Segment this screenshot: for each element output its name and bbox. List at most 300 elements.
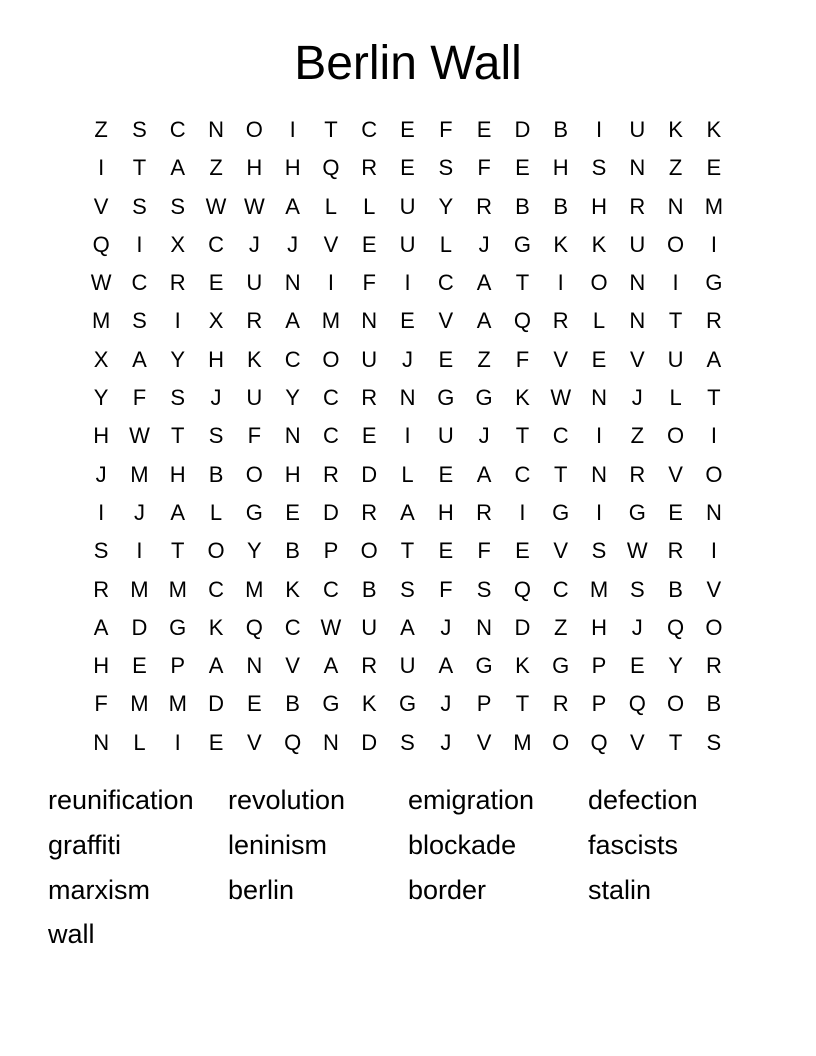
grid-letter: R bbox=[552, 691, 569, 717]
word-list-item: reunification bbox=[48, 785, 194, 815]
grid-letter: O bbox=[705, 614, 723, 640]
grid-letter: B bbox=[285, 538, 300, 564]
grid-letter: R bbox=[552, 308, 569, 334]
grid-letter: T bbox=[171, 423, 185, 449]
grid-letter: X bbox=[208, 308, 224, 334]
grid-letter: O bbox=[245, 117, 263, 142]
grid-letter: M bbox=[130, 576, 149, 602]
grid-letter: A bbox=[208, 653, 224, 679]
grid-letter: G bbox=[322, 691, 340, 717]
grid-letter: N bbox=[705, 499, 722, 525]
grid-letter: P bbox=[170, 653, 186, 679]
grid-letter: M bbox=[704, 193, 724, 219]
grid-letter: B bbox=[208, 461, 224, 487]
grid-letter: R bbox=[629, 193, 646, 219]
grid-letter: N bbox=[284, 423, 301, 449]
grid-letter: M bbox=[589, 576, 609, 602]
grid-letter: E bbox=[476, 117, 492, 142]
grid-letter: R bbox=[629, 461, 646, 487]
grid-letter: Z bbox=[209, 155, 223, 181]
grid-letter: J bbox=[402, 346, 414, 372]
grid-letter: C bbox=[322, 385, 339, 411]
grid-letter: T bbox=[171, 538, 185, 564]
grid-letter: S bbox=[400, 576, 415, 602]
grid-letter: K bbox=[515, 385, 530, 411]
grid-letter: K bbox=[246, 346, 262, 372]
grid-letter: E bbox=[208, 729, 224, 755]
grid-letter: Q bbox=[284, 729, 302, 755]
grid-letter: J bbox=[248, 231, 260, 257]
grid-letter: G bbox=[437, 385, 455, 411]
grid-letter: N bbox=[629, 270, 646, 296]
grid-letter: R bbox=[667, 538, 684, 564]
grid-letter: D bbox=[514, 117, 531, 142]
grid-letter: W bbox=[90, 270, 112, 296]
grid-letter: C bbox=[552, 423, 569, 449]
grid-letter: O bbox=[245, 461, 263, 487]
grid-letter: O bbox=[667, 231, 685, 257]
grid-letter: R bbox=[705, 308, 722, 334]
grid-letter: J bbox=[631, 614, 643, 640]
grid-letter: I bbox=[404, 270, 411, 296]
grid-letter: B bbox=[361, 576, 377, 602]
grid-letter: P bbox=[591, 653, 607, 679]
grid-letter: I bbox=[595, 499, 603, 525]
word-list-item: leninism bbox=[228, 829, 328, 860]
grid-letter: Z bbox=[630, 423, 645, 449]
grid-letter: I bbox=[289, 117, 296, 142]
grid-letter: O bbox=[667, 691, 685, 717]
grid-letter: F bbox=[362, 270, 376, 296]
grid-letter: N bbox=[476, 614, 493, 640]
grid-letter: H bbox=[93, 653, 110, 679]
grid-letter: K bbox=[706, 117, 722, 142]
grid-letter: R bbox=[322, 461, 339, 487]
grid-letter: E bbox=[438, 346, 454, 372]
grid-letter: W bbox=[550, 385, 572, 411]
grid-letter: S bbox=[438, 155, 454, 181]
grid-letter: T bbox=[515, 691, 530, 717]
grid-letter: V bbox=[93, 193, 109, 219]
grid-letter: J bbox=[631, 385, 643, 411]
grid-letter: N bbox=[208, 117, 224, 142]
word-list-item: marxism bbox=[48, 874, 150, 905]
grid-letter: K bbox=[208, 614, 224, 640]
grid-letter: U bbox=[437, 423, 454, 449]
grid-letter: P bbox=[591, 691, 607, 717]
grid-letter: C bbox=[169, 117, 186, 142]
grid-letter: I bbox=[98, 155, 105, 181]
grid-letter: A bbox=[170, 499, 186, 525]
grid-letter: X bbox=[93, 346, 109, 372]
grid-letter: Y bbox=[668, 653, 683, 679]
grid-letter: R bbox=[361, 155, 378, 181]
grid-letter: J bbox=[133, 499, 145, 525]
grid-letter: J bbox=[440, 614, 452, 640]
grid-letter: H bbox=[284, 461, 301, 487]
grid-letter: Y bbox=[285, 385, 300, 411]
grid-letter: E bbox=[515, 538, 530, 564]
grid-letter: U bbox=[667, 346, 684, 372]
grid-letter: M bbox=[130, 461, 149, 487]
grid-letter: S bbox=[706, 729, 722, 755]
grid-letter: S bbox=[132, 308, 147, 334]
word-list-item: fascists bbox=[588, 829, 679, 860]
grid-letter: T bbox=[324, 117, 338, 142]
grid-letter: C bbox=[322, 423, 339, 449]
grid-letter: G bbox=[398, 691, 417, 717]
grid-letter: K bbox=[361, 691, 377, 717]
grid-letter: O bbox=[322, 346, 340, 372]
grid-letter: A bbox=[400, 614, 415, 640]
grid-letter: H bbox=[208, 346, 224, 372]
grid-letter: Q bbox=[92, 231, 110, 257]
word-list-item: blockade bbox=[408, 829, 517, 860]
grid-letter: R bbox=[476, 193, 493, 219]
grid-letter: C bbox=[208, 231, 224, 257]
grid-letter: N bbox=[667, 193, 684, 219]
grid-letter: N bbox=[93, 729, 110, 755]
grid-letter: L bbox=[401, 461, 414, 487]
grid-letter: F bbox=[477, 155, 491, 181]
grid-letter: W bbox=[205, 193, 227, 219]
grid-letter: C bbox=[208, 576, 224, 602]
grid-letter: R bbox=[361, 653, 378, 679]
grid-letter: G bbox=[705, 270, 723, 296]
grid-letter: T bbox=[132, 155, 147, 181]
grid-letter: S bbox=[132, 117, 147, 142]
grid-letter: J bbox=[478, 423, 490, 449]
grid-letter: C bbox=[514, 461, 531, 487]
grid-letter: I bbox=[595, 423, 603, 449]
grid-letter: H bbox=[437, 499, 454, 525]
grid-letter: R bbox=[705, 653, 722, 679]
grid-letter: T bbox=[668, 729, 683, 755]
grid-letter: G bbox=[552, 653, 570, 679]
grid-letter: X bbox=[170, 231, 186, 257]
word-list-item: revolution bbox=[228, 785, 346, 815]
grid-letter: R bbox=[93, 576, 110, 602]
grid-letter: H bbox=[552, 155, 569, 181]
grid-letter: D bbox=[361, 729, 378, 755]
grid-letter: E bbox=[208, 270, 224, 296]
grid-letter: J bbox=[478, 231, 490, 257]
grid-letter: S bbox=[93, 538, 109, 564]
grid-letter: G bbox=[475, 653, 493, 679]
grid-letter: A bbox=[323, 653, 339, 679]
grid-letter: N bbox=[361, 308, 378, 334]
grid-letter: I bbox=[710, 538, 717, 564]
word-list-item: graffiti bbox=[48, 829, 122, 860]
page-title: Berlin Wall bbox=[294, 37, 522, 90]
grid-letter: B bbox=[553, 117, 569, 142]
grid-letter: Z bbox=[477, 346, 491, 372]
grid-letter: N bbox=[591, 461, 607, 487]
grid-letter: C bbox=[131, 270, 148, 296]
grid-letter: W bbox=[129, 423, 150, 449]
grid-letter: S bbox=[591, 538, 607, 564]
grid-letter: A bbox=[706, 346, 722, 372]
grid-letter: V bbox=[629, 346, 645, 372]
grid-letter: A bbox=[285, 193, 300, 219]
word-list bbox=[48, 778, 768, 957]
grid-letter: H bbox=[246, 155, 263, 181]
grid-letter: E bbox=[361, 423, 377, 449]
grid-letter: W bbox=[626, 538, 648, 564]
grid-letter: E bbox=[706, 155, 722, 181]
grid-letter: A bbox=[476, 461, 492, 487]
grid-letter: L bbox=[133, 729, 146, 755]
grid-letter: O bbox=[360, 538, 378, 564]
grid-letter: O bbox=[705, 461, 723, 487]
grid-letter: A bbox=[400, 499, 415, 525]
grid-letter: A bbox=[476, 308, 492, 334]
grid-letter: F bbox=[94, 691, 108, 717]
grid-letter: R bbox=[361, 385, 378, 411]
grid-letter: E bbox=[132, 653, 147, 679]
grid-letter: B bbox=[706, 691, 722, 717]
grid-letter: O bbox=[552, 729, 570, 755]
grid-letter: U bbox=[399, 653, 416, 679]
grid-letter: L bbox=[324, 193, 338, 219]
grid-letter: T bbox=[515, 270, 530, 296]
grid-letter: H bbox=[93, 423, 110, 449]
grid-letter: W bbox=[243, 193, 265, 219]
grid-letter: E bbox=[438, 538, 454, 564]
grid-letter: G bbox=[169, 614, 187, 640]
grid-letter: U bbox=[399, 231, 416, 257]
grid-letter: T bbox=[707, 385, 721, 411]
grid-letter: I bbox=[98, 499, 105, 525]
grid-letter: U bbox=[399, 193, 416, 219]
grid-letter: P bbox=[476, 691, 492, 717]
grid-letter: V bbox=[629, 729, 645, 755]
grid-letter: A bbox=[285, 308, 300, 334]
grid-letter: G bbox=[245, 499, 263, 525]
grid-letter: C bbox=[437, 270, 454, 296]
grid-letter: S bbox=[476, 576, 492, 602]
grid-letter: N bbox=[629, 155, 646, 181]
grid-letter: Y bbox=[246, 538, 262, 564]
grid-letter: D bbox=[361, 461, 378, 487]
grid-letter: I bbox=[710, 231, 717, 257]
grid-letter: Y bbox=[93, 385, 109, 411]
grid-letter: M bbox=[91, 308, 111, 334]
grid-letter: E bbox=[246, 691, 262, 717]
grid-letter: M bbox=[321, 308, 341, 334]
grid-letter: O bbox=[590, 270, 608, 296]
word-list-item: defection bbox=[588, 785, 698, 815]
grid-letter: M bbox=[168, 576, 187, 602]
grid-letter: I bbox=[710, 423, 717, 449]
grid-letter: C bbox=[361, 117, 378, 142]
word-list-item: wall bbox=[48, 919, 95, 950]
grid-letter: G bbox=[475, 385, 493, 411]
grid-letter: I bbox=[519, 499, 526, 525]
grid-letter: E bbox=[400, 117, 415, 142]
grid-letter: S bbox=[629, 576, 645, 602]
grid-letter: V bbox=[476, 729, 492, 755]
grid-letter: N bbox=[246, 653, 263, 679]
grid-letter: E bbox=[591, 346, 607, 372]
grid-letter: V bbox=[285, 653, 300, 679]
grid-letter: S bbox=[591, 155, 607, 181]
grid-letter: S bbox=[170, 385, 186, 411]
grid-letter: L bbox=[669, 385, 682, 411]
grid-letter: E bbox=[629, 653, 645, 679]
grid-letter: U bbox=[361, 614, 378, 640]
grid-letter: V bbox=[246, 729, 262, 755]
letter-grid bbox=[82, 111, 733, 762]
grid-letter: R bbox=[246, 308, 263, 334]
grid-letter: T bbox=[553, 461, 568, 487]
grid-letter: F bbox=[247, 423, 262, 449]
grid-letter: N bbox=[284, 270, 301, 296]
word-list-item: border bbox=[408, 874, 487, 905]
grid-letter: B bbox=[668, 576, 683, 602]
grid-letter: O bbox=[207, 538, 225, 564]
grid-letter: M bbox=[130, 691, 149, 717]
grid-letter: I bbox=[672, 270, 679, 296]
grid-letter: U bbox=[361, 346, 378, 372]
grid-letter: E bbox=[515, 155, 530, 181]
grid-letter: V bbox=[553, 538, 569, 564]
grid-letter: S bbox=[132, 193, 147, 219]
grid-letter: L bbox=[439, 231, 452, 257]
grid-letter: G bbox=[552, 499, 570, 525]
grid-letter: I bbox=[174, 729, 181, 755]
grid-letter: U bbox=[629, 231, 646, 257]
grid-letter: D bbox=[514, 614, 531, 640]
grid-letter: I bbox=[136, 231, 143, 257]
grid-letter: L bbox=[209, 499, 223, 525]
grid-letter: D bbox=[131, 614, 148, 640]
grid-letter: C bbox=[284, 614, 301, 640]
grid-letter: B bbox=[285, 691, 300, 717]
grid-letter: R bbox=[361, 499, 378, 525]
grid-letter: Y bbox=[170, 346, 186, 372]
grid-letter: V bbox=[553, 346, 569, 372]
grid-letter: M bbox=[245, 576, 264, 602]
grid-letter: S bbox=[170, 193, 186, 219]
grid-letter: H bbox=[591, 193, 607, 219]
grid-letter: U bbox=[629, 117, 646, 142]
grid-letter: Z bbox=[94, 117, 108, 142]
grid-letter: Q bbox=[322, 155, 340, 181]
grid-letter: Y bbox=[438, 193, 454, 219]
grid-letter: F bbox=[439, 576, 453, 602]
grid-letter: Z bbox=[553, 614, 568, 640]
grid-letter: M bbox=[168, 691, 187, 717]
grid-letter: E bbox=[285, 499, 300, 525]
grid-letter: K bbox=[591, 231, 607, 257]
grid-letter: Q bbox=[513, 576, 531, 602]
grid-letter: V bbox=[438, 308, 454, 334]
grid-letter: T bbox=[400, 538, 415, 564]
grid-letter: L bbox=[592, 308, 606, 334]
grid-letter: A bbox=[476, 270, 492, 296]
grid-letter: C bbox=[322, 576, 339, 602]
grid-letter: H bbox=[169, 461, 186, 487]
grid-letter: I bbox=[174, 308, 181, 334]
grid-letter: E bbox=[400, 308, 415, 334]
grid-letter: V bbox=[323, 231, 339, 257]
grid-letter: R bbox=[476, 499, 493, 525]
grid-letter: L bbox=[363, 193, 376, 219]
grid-letter: C bbox=[284, 346, 301, 372]
grid-letter: U bbox=[246, 270, 263, 296]
grid-letter: H bbox=[284, 155, 301, 181]
grid-letter: Z bbox=[668, 155, 683, 181]
grid-letter: F bbox=[439, 117, 453, 142]
grid-letter: H bbox=[591, 614, 607, 640]
grid-letter: T bbox=[515, 423, 530, 449]
grid-letter: J bbox=[440, 691, 452, 717]
grid-letter: K bbox=[515, 653, 530, 679]
word-list-item: berlin bbox=[228, 874, 295, 905]
grid-letter: P bbox=[323, 538, 339, 564]
word-list-item: emigration bbox=[408, 785, 535, 815]
grid-letter: N bbox=[591, 385, 607, 411]
grid-letter: D bbox=[208, 691, 224, 717]
grid-letter: J bbox=[440, 729, 452, 755]
grid-letter: Q bbox=[513, 308, 531, 334]
grid-letter: J bbox=[287, 231, 299, 257]
grid-letter: I bbox=[557, 270, 564, 296]
grid-letter: A bbox=[170, 155, 186, 181]
grid-letter: Q bbox=[245, 614, 263, 640]
grid-letter: W bbox=[320, 614, 342, 640]
grid-letter: I bbox=[136, 538, 143, 564]
grid-letter: F bbox=[477, 538, 491, 564]
grid-letter: A bbox=[438, 653, 454, 679]
grid-letter: M bbox=[513, 729, 532, 755]
grid-letter: K bbox=[285, 576, 300, 602]
grid-letter: V bbox=[668, 461, 683, 487]
grid-letter: E bbox=[361, 231, 377, 257]
grid-letter: I bbox=[404, 423, 411, 449]
grid-letter: Q bbox=[590, 729, 608, 755]
grid-letter: O bbox=[667, 423, 685, 449]
grid-letter: G bbox=[513, 231, 531, 257]
grid-letter: I bbox=[595, 117, 603, 142]
grid-letter: C bbox=[552, 576, 569, 602]
grid-letter: E bbox=[400, 155, 415, 181]
grid-letter: T bbox=[668, 308, 683, 334]
grid-letter: Q bbox=[667, 614, 685, 640]
word-list-item: stalin bbox=[588, 874, 652, 905]
grid-letter: F bbox=[515, 346, 530, 372]
grid-letter: Q bbox=[628, 691, 646, 717]
grid-letter: N bbox=[629, 308, 646, 334]
grid-letter: B bbox=[553, 193, 569, 219]
grid-letter: G bbox=[628, 499, 646, 525]
grid-letter: J bbox=[210, 385, 222, 411]
grid-letter: K bbox=[553, 231, 569, 257]
grid-letter: E bbox=[438, 461, 454, 487]
grid-letter: A bbox=[93, 614, 109, 640]
grid-letter: A bbox=[132, 346, 147, 372]
grid-letter: V bbox=[706, 576, 722, 602]
grid-letter: S bbox=[400, 729, 415, 755]
grid-letter: B bbox=[515, 193, 530, 219]
grid-letter: D bbox=[322, 499, 339, 525]
grid-letter: N bbox=[399, 385, 416, 411]
grid-letter: J bbox=[95, 461, 107, 487]
grid-letter: U bbox=[246, 385, 263, 411]
grid-letter: N bbox=[322, 729, 339, 755]
grid-letter: F bbox=[132, 385, 147, 411]
